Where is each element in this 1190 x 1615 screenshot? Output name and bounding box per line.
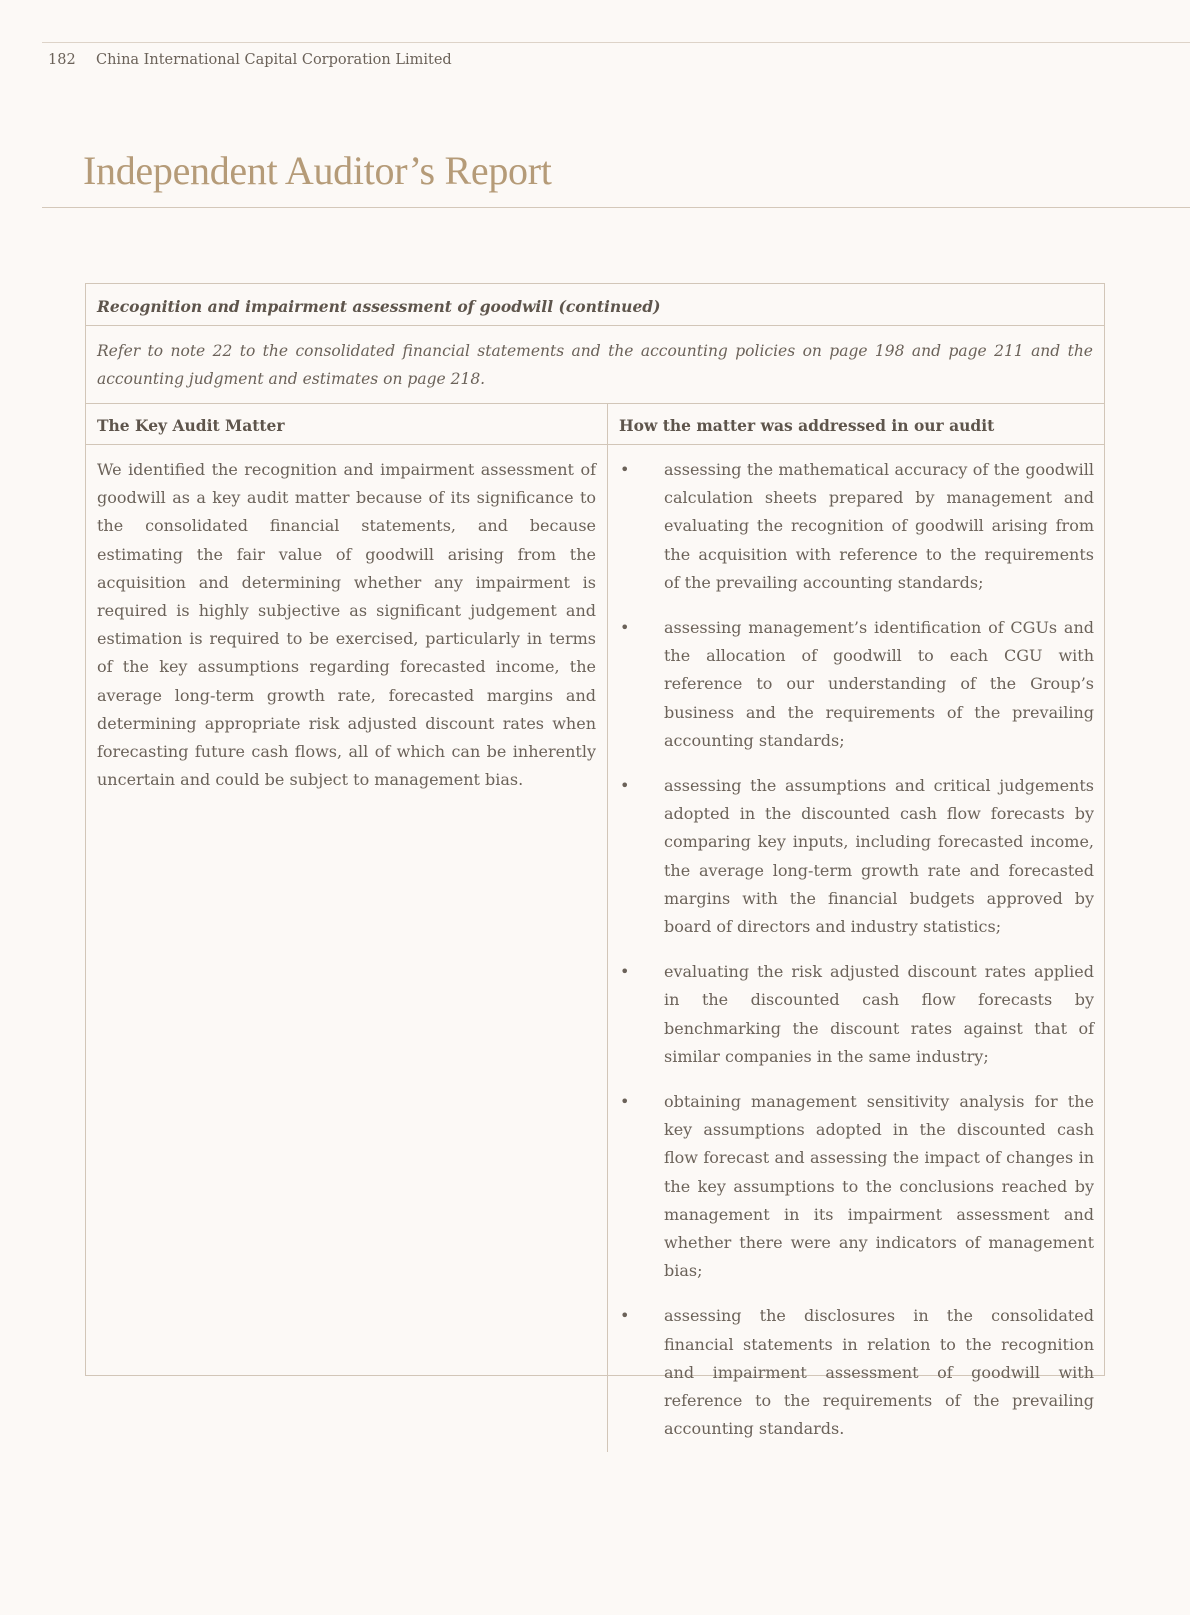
bullet-icon: •	[620, 776, 630, 796]
bullet-icon: •	[620, 962, 630, 982]
list-item	[618, 456, 1094, 597]
procedure-text: assessing the disclosures in the consolidated financial statements in relation to the recognition and impairment assessment of goodwill with reference to the requirements of the prevailing accounting standards.	[664, 1306, 1094, 1439]
col-heading-key-audit-matter: The Key Audit Matter	[86, 404, 608, 444]
procedure-text: obtaining management sensitivity analysis for the key assumptions adopted in the discounted cash flow forecast and assessing the impact of changes in the key assumptions to the conclusions reached by management in its impairment assessment and whether there were any indicators of management bias;	[664, 1092, 1094, 1281]
list-item	[618, 772, 1094, 941]
company-name: China International Capital Corporation Limited	[96, 52, 452, 68]
key-audit-matter-text: We identified the recognition and impairment assessment of goodwill as a key audit matter because of its significance to the consolidated financial statements, and because estimating the fair value of goodwill arising from the acquisition and determining whether any impairment is required is highly subjective as significant judgement and estimation is required to be exercised, particularly in terms of the key assumptions regarding forecasted income, the average long-term growth rate, forecasted margins and determining appropriate risk adjusted discount rates when forecasting future cash flows, all of which can be inherently uncertain and could be subject to management bias.	[97, 460, 596, 790]
col-heading-audit-response: How the matter was addressed in our audit	[619, 416, 995, 435]
bullet-icon: •	[620, 618, 630, 638]
audit-procedures-cell	[608, 445, 1104, 1452]
kam-column-headings	[86, 404, 1104, 445]
bullet-icon: •	[620, 1306, 630, 1326]
kam-section-title: Recognition and impairment assessment of goodwill (continued)	[86, 284, 1104, 326]
running-header	[48, 52, 452, 68]
bullet-icon: •	[620, 460, 630, 479]
header-rule	[42, 42, 1190, 43]
procedure-text: assessing management’s identification of CGUs and the allocation of goodwill to each CGU with reference to our understanding of the Group’s business and the requirements of the prevailing accounting standards;	[664, 618, 1094, 750]
list-item	[618, 1302, 1094, 1443]
list-item	[618, 614, 1094, 755]
procedure-text: assessing the assumptions and critical judgements adopted in the discounted cash flow forecasts by comparing key inputs, including forecasted income, the average long-term growth rate and forecasted margins with the financial budgets approved by board of directors and industry statistics;	[664, 776, 1094, 937]
bullet-icon: •	[620, 1092, 630, 1112]
page-number: 182	[48, 52, 76, 68]
key-audit-matter-table	[85, 283, 1105, 1439]
list-item	[618, 958, 1094, 1071]
procedure-text: evaluating the risk adjusted discount rates applied in the discounted cash flow forecasts by benchmarking the discount rates against that of similar companies in the same industry;	[664, 962, 1094, 1066]
title-rule	[42, 207, 1190, 208]
kam-reference-note: Refer to note 22 to the consolidated financial statements and the accounting policies on page 198 and page 211 and the accounting judgment and estimates on page 218.	[86, 326, 1104, 404]
list-item	[618, 1088, 1094, 1285]
page-title: Independent Auditor’s Report	[83, 148, 552, 193]
kam-body-row	[86, 445, 1104, 1452]
procedure-text: assessing the mathematical accuracy of the goodwill calculation sheets prepared by management and evaluating the recognition of goodwill arising from the acquisition with reference to the requirements of the prevailing accounting standards;	[664, 460, 1094, 592]
key-audit-matter-cell	[86, 445, 608, 1452]
